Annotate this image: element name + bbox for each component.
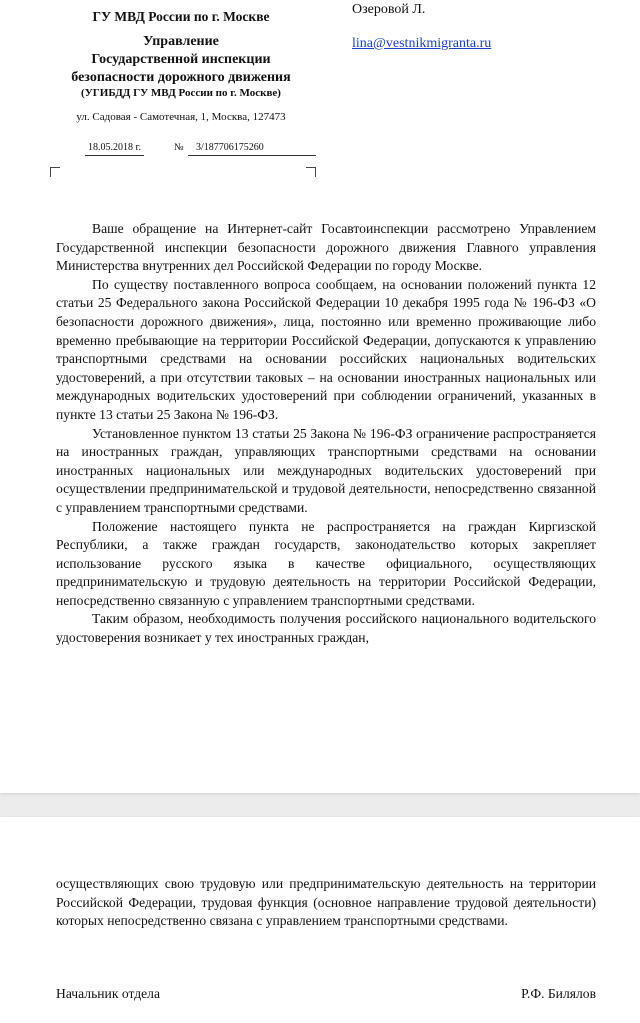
body-paragraph: Таким образом, необходимость получения российского национального водительского удостоверения возникает у тех иностранных граждан, [56, 611, 596, 646]
sender-address: ул. Садовая - Самотечная, 1, Москва, 127473 [76, 111, 286, 123]
letter-date: 18.05.2018 г. [85, 141, 144, 156]
sender-department-line: Государственной инспекции [91, 52, 271, 67]
letter-body-continuation [56, 875, 596, 931]
sender-organization: ГУ МВД России по г. Москве [92, 9, 270, 24]
body-paragraph: Положение настоящего пункта не распространяется на граждан Киргизской Республики, а также граждан государств, законодательство которых закрепляет использование русского языка в качестве официального, осуществляющих предпринимательскую и трудовую деятельность на территории Российской Федерации, непосредственно связанную с управлением транспортными средствами. [56, 518, 596, 608]
registration-number: 3/187706175260 [188, 141, 316, 156]
sender-department-line: безопасности дорожного движения [71, 70, 291, 85]
recipient-name: Озеровой Л. [352, 2, 426, 17]
sender-department-line: Управление [143, 34, 219, 49]
signatory-name: Р.Ф. Билялов [521, 986, 596, 1001]
letter-page-2 [0, 817, 640, 1023]
letter-body [56, 220, 596, 648]
number-sign: № [174, 142, 184, 153]
outgoing-registration [48, 141, 308, 155]
sender-department-abbreviation: (УГИБДД ГУ МВД России по г. Москве) [81, 87, 281, 99]
address-field-corner-right [306, 167, 316, 177]
recipient-email-link[interactable]: lina@vestnikmigranta.ru [352, 36, 492, 51]
body-paragraph: Ваше обращение на Интернет-сайт Госавтоинспекции рассмотрено Управлением Государственной инспекции безопасности дорожного движения Главного управления Министерства внутренних дел Российской Федерации по городу Москве. [56, 221, 596, 274]
body-paragraph: осуществляющих свою трудовую или предпринимательскую деятельность на территории Российской Федерации, трудовая функция (основное направление трудовой деятельности) которых непосредственно связана с управлением транспортными средствами. [56, 876, 596, 929]
body-paragraph: Установленное пунктом 13 статьи 25 Закона № 196-ФЗ ограничение распространяется на иностранных граждан, управляющих транспортными средствами на основании иностранных национальных или международных водительских удостоверений при осуществлении предпринимательской и трудовой деятельности, непосредственно связанной с управлением транспортными средствами. [56, 425, 596, 515]
body-paragraph: По существу поставленного вопроса сообщаем, на основании положений пункта 12 статьи 25 Федерального закона Российской Федерации 10 декабря 1995 года № 196-ФЗ «О безопасности дорожного движения», лица, постоянно или временно проживающие либо временно пребывающие на территории Российской Федерации, допускаются к управлению транспортными средствами на основании российских национальных водительских удостоверений, а при отсутствии таковых – на основании иностранных национальных или международных водительских удостоверений при соблюдении ограничений, указанных в пункте 13 статьи 25 Закона № 196-ФЗ. [56, 276, 596, 422]
signatory-position: Начальник отдела [56, 986, 160, 1001]
address-field-corner-left [50, 167, 60, 177]
sender-department [50, 33, 312, 87]
